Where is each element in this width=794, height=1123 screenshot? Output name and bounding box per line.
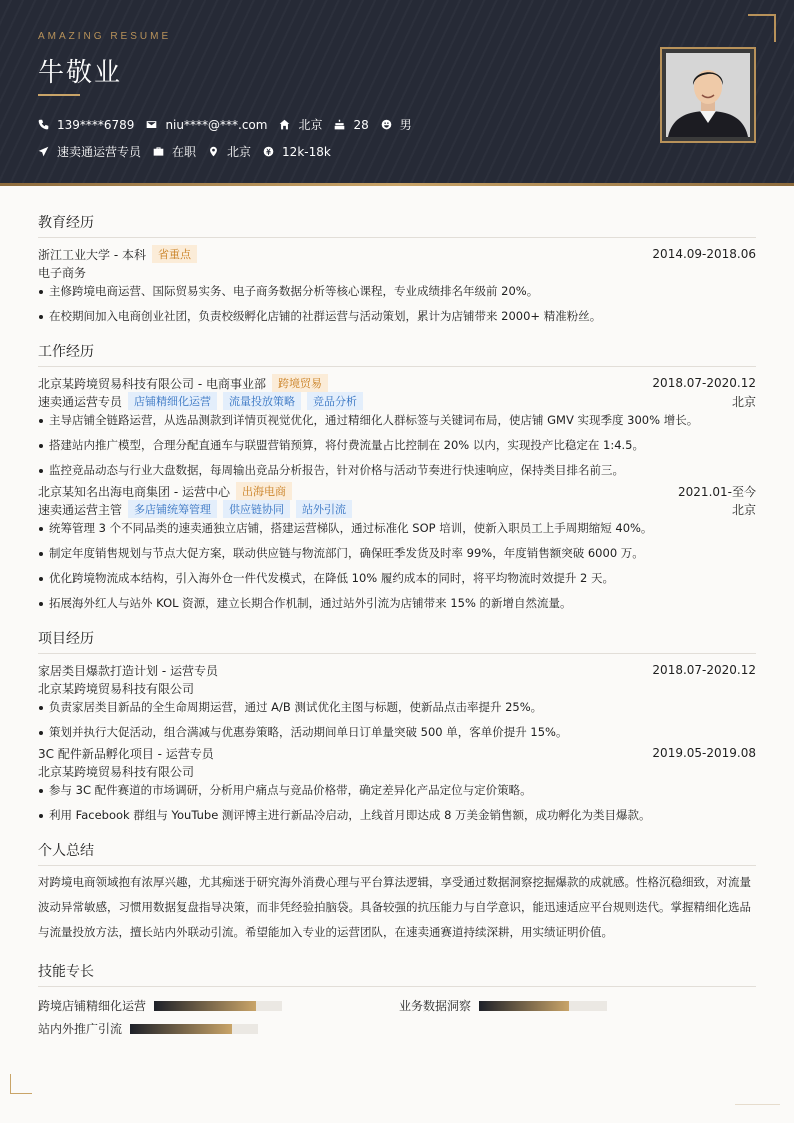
skill-bar [154, 1001, 282, 1011]
phone-text: 139****6789 [57, 117, 135, 132]
corner-ornament [10, 1074, 32, 1094]
section-title: 个人总结 [38, 840, 756, 866]
section-title: 工作经历 [38, 341, 756, 367]
summary-text: 对跨境电商领域抱有浓厚兴趣，尤其痴迷于研究海外消费心理与平台算法逻辑，享受通过数据洞察挖掘爆款的成就感。性格沉稳细致，对流量波动异常敏感，习惯用数据复盘指导决策，而非凭经验拍脑袋。具备较强的抗压能力与自学意识，能迅速适应平台规则迭代。掌握精细化选品与流量投放方法，擅长站内外联动引流。希望能加入专业的运营团队，在速卖通赛道持续深耕，用实绩证明价值。 [38, 875, 751, 939]
education-major-row [38, 263, 756, 281]
project-name: 家居类目爆款打造计划 - 运营专员 [38, 663, 218, 678]
skill-bar-fill [479, 1001, 569, 1011]
skill-item [399, 997, 607, 1014]
project-date: 2018.07-2020.12 [652, 663, 756, 677]
bullet-item: 制定年度销售规划与节点大促方案，联动供应链与物流部门，确保旺季发货及时率 99%，年度销售额突破 6000 万。 [38, 545, 756, 562]
briefcase-icon [153, 146, 164, 157]
mail-icon [146, 119, 157, 130]
candidate-name: 牛敬业 [38, 58, 123, 88]
skills-section [38, 961, 756, 1044]
bullet-item: 利用 Facebook 群组与 YouTube 测评博主进行新品冷启动，上线首月即达成 8 万美金销售额，成功孵化为类目爆款。 [38, 807, 756, 824]
industry-tag: 出海电商 [236, 482, 292, 500]
job-company: 北京某知名出海电商集团 - 运营中心 [38, 484, 230, 499]
skill-name: 跨境店铺精细化运营 [38, 999, 147, 1013]
job-date: 2021.01-至今 [678, 484, 756, 499]
bullet-item: 在校期间加入电商创业社团，负责校级孵化店铺的社群运营与活动策划，累计为店铺带来 2000+ 精准粉丝。 [38, 308, 756, 325]
job-entry-head [38, 374, 756, 392]
bullet-item: 主修跨境电商运营、国际贸易实务、电子商务数据分析等核心课程，专业成绩排名年级前 20%。 [38, 283, 756, 300]
project-company: 北京某跨境贸易科技有限公司 [38, 764, 195, 779]
gender-item [381, 116, 412, 133]
section-title: 技能专长 [38, 961, 756, 987]
salary-text: 12k-18k [282, 144, 331, 159]
skill-tag: 竞品分析 [307, 392, 363, 410]
education-date: 2014.09-2018.06 [652, 247, 756, 261]
city-item [279, 116, 322, 133]
resume-header [0, 0, 794, 183]
header-divider [0, 183, 794, 186]
project-date: 2019.05-2019.08 [652, 746, 756, 760]
skill-bar-fill [130, 1024, 232, 1034]
job-role: 速卖通运营专员 [38, 394, 123, 409]
project-bullets [38, 699, 756, 741]
job-company: 北京某跨境贸易科技有限公司 - 电商事业部 [38, 376, 266, 391]
section-title: 项目经历 [38, 628, 756, 654]
skills-list [38, 994, 756, 1044]
smiley-icon [381, 119, 392, 130]
bullet-item: 拓展海外红人与站外 KOL 资源，建立长期合作机制，通过站外引流为店铺带来 15% 的新增自然流量。 [38, 595, 756, 612]
skill-tag: 多店铺统筹管理 [128, 500, 217, 518]
education-bullets [38, 283, 756, 325]
job-bullets [38, 412, 756, 479]
bullet-item: 主导店铺全链路运营，从选品测款到详情页视觉优化，通过精细化人群标签与关键词布局，使店铺 GMV 实现季度 300% 增长。 [38, 412, 756, 429]
projects-section [38, 628, 756, 824]
job-role: 速卖通运营主管 [38, 502, 123, 517]
bullet-item: 负责家居类目新品的全生命周期运营，通过 A/B 测试优化主图与标题，使新品点击率提升 25%。 [38, 699, 756, 716]
job-role-row [38, 500, 756, 518]
salary-item [263, 145, 331, 159]
contact-row [38, 116, 424, 133]
project-company-row [38, 679, 756, 697]
education-section [38, 212, 756, 325]
bullet-item: 策划并执行大促活动，组合满减与优惠券策略，活动期间单日订单量突破 500 单，客单价提升 15%。 [38, 724, 756, 741]
city-text: 北京 [298, 118, 323, 132]
home-icon [279, 119, 290, 130]
project-entry-head [38, 661, 756, 679]
bullet-item: 搭建站内推广模型，合理分配直通车与联盟营销预算，将付费流量占比控制在 20% 以内，实现投产比稳定在 1:4.5。 [38, 437, 756, 454]
summary-section [38, 840, 756, 945]
target-job-item [38, 143, 141, 160]
gender-text: 男 [399, 118, 412, 132]
project-company-row [38, 762, 756, 780]
skill-name: 站内外推广引流 [38, 1022, 123, 1036]
project-company: 北京某跨境贸易科技有限公司 [38, 681, 195, 696]
skill-bar [130, 1024, 258, 1034]
job-city: 北京 [731, 394, 756, 409]
corner-ornament [735, 1104, 780, 1105]
work-section [38, 341, 756, 612]
money-icon [263, 146, 274, 157]
target-city-item [208, 143, 251, 160]
phone-item [38, 118, 134, 132]
person-portrait-icon [666, 53, 750, 137]
skill-tag: 流量投放策略 [223, 392, 301, 410]
cake-icon [334, 119, 345, 130]
skill-bar-fill [154, 1001, 256, 1011]
job-city: 北京 [731, 502, 756, 517]
bullet-item: 监控竞品动态与行业大盘数据，每周输出竞品分析报告，针对价格与活动节奏进行快速响应，保持类目排名前三。 [38, 462, 756, 479]
bullet-item: 统筹管理 3 个不同品类的速卖通独立店铺，搭建运营梯队，通过标准化 SOP 培训，使新入职员工上手周期缩短 40%。 [38, 520, 756, 537]
tagline: AMAZING RESUME [38, 31, 172, 42]
school-tag: 省重点 [152, 245, 197, 263]
industry-tag: 跨境贸易 [272, 374, 328, 392]
corner-ornament [748, 14, 776, 42]
skill-tag: 供应链协同 [223, 500, 290, 518]
skill-item [38, 1020, 258, 1037]
target-city-text: 北京 [227, 145, 252, 159]
section-title: 教育经历 [38, 212, 756, 238]
skill-item [38, 997, 282, 1014]
job-role-row [38, 392, 756, 410]
major: 电子商务 [38, 265, 87, 280]
name-underline [38, 94, 80, 96]
job-intent-row [38, 143, 343, 160]
status-item [153, 143, 196, 160]
email-item [146, 118, 267, 132]
profile-photo [666, 53, 750, 137]
location-pin-icon [208, 146, 219, 157]
project-entry-head [38, 744, 756, 762]
bullet-item: 参与 3C 配件赛道的市场调研，分析用户痛点与竞品价格带，确定差异化产品定位与定价策略。 [38, 782, 756, 799]
skill-name: 业务数据洞察 [399, 999, 472, 1013]
job-bullets [38, 520, 756, 612]
email-text: niu****@***.com [165, 117, 268, 132]
age-item [334, 118, 368, 132]
resume-body [38, 200, 756, 1044]
education-entry-head [38, 245, 756, 263]
bullet-item: 优化跨境物流成本结构，引入海外仓一件代发模式，在降低 10% 履约成本的同时，将平均物流时效提升 2 天。 [38, 570, 756, 587]
skill-tag: 店铺精细化运营 [128, 392, 217, 410]
project-name: 3C 配件新品孵化项目 - 运营专员 [38, 746, 214, 761]
status-text: 在职 [172, 145, 197, 159]
project-bullets [38, 782, 756, 824]
skill-tag: 站外引流 [296, 500, 352, 518]
send-icon [38, 146, 49, 157]
target-job-text: 速卖通运营专员 [57, 145, 142, 159]
school-name: 浙江工业大学 - 本科 [38, 247, 146, 262]
skill-bar [479, 1001, 607, 1011]
job-date: 2018.07-2020.12 [652, 376, 756, 390]
profile-photo-frame [660, 47, 756, 143]
phone-icon [38, 119, 49, 130]
age-text: 28 [353, 117, 369, 132]
job-entry-head [38, 482, 756, 500]
